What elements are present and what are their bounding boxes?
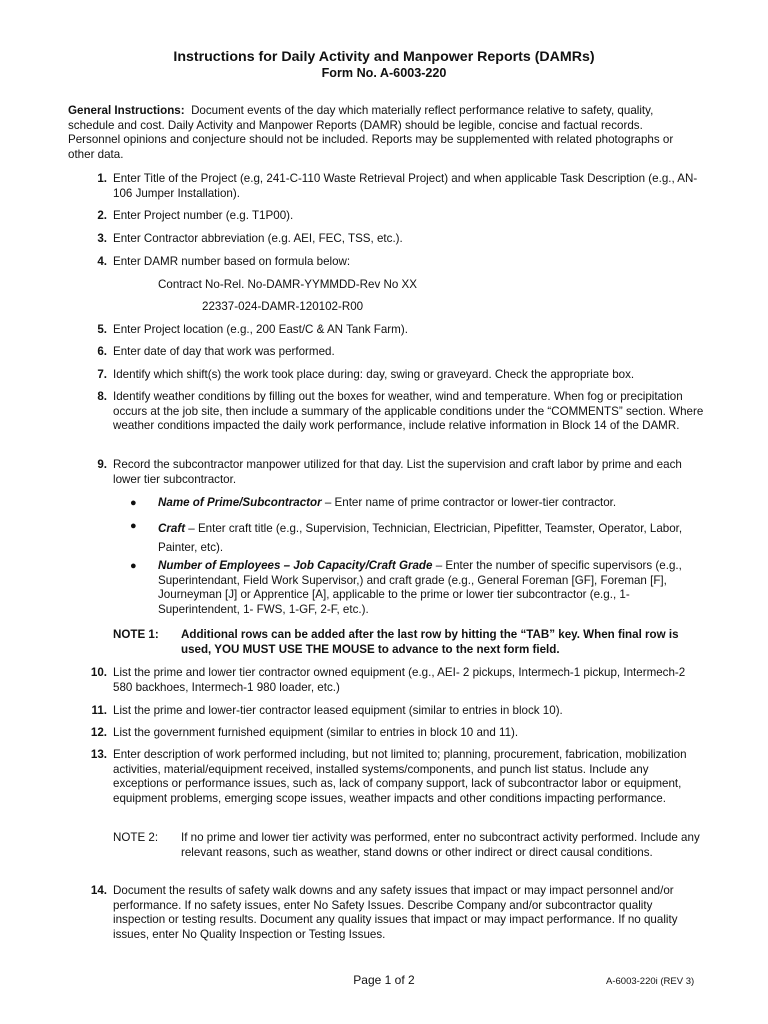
item-text: Enter Contractor abbreviation (e.g. AEI, FEC, TSS, etc.).: [113, 232, 403, 245]
bullet-icon: ●: [130, 560, 137, 572]
bullet-text: – Enter craft title (e.g., Supervision, Technician, Electrician, Pipefitter, Teamster, Operator, Labor, Painter, etc).: [158, 522, 683, 554]
item-text: Enter description of work performed including, but not limited to; planning, procurement, fabrication, mobilization activities, material/equipment received, installed systems/components, and punch list status. Include any exceptions or performance issues, such as, lack of company support, lack of subcontractor labor or equipment, equipment problems, emerging scope issues, weather impacts and other conditions impacting performance.: [113, 748, 687, 805]
item-number: 11.: [91, 704, 107, 717]
note-label: NOTE 1:: [113, 628, 159, 641]
item-text: Identify which shift(s) the work took place during: day, swing or graveyard. Check the appropriate box.: [113, 368, 635, 381]
item-text: List the prime and lower-tier contractor leased equipment (similar to entries in block 10).: [113, 704, 563, 717]
bullet-icon: ●: [130, 520, 137, 532]
document-title: Instructions for Daily Activity and Manpower Reports (DAMRs): [173, 49, 595, 65]
damr-formula: Contract No-Rel. No-DAMR-YYMMDD-Rev No XX: [158, 278, 417, 291]
note-text: If no prime and lower tier activity was performed, enter no subcontract activity performed. Include any relevant reasons, such as weather, stand downs or other indirect or direct causal conditions.: [181, 831, 700, 859]
item-number: 4.: [97, 255, 107, 268]
item-text: Document the results of safety walk downs and any safety issues that impact or may impact personnel and/or performance. If no safety issues, enter No Safety Issues. Describe Company and/or subcontractor quality inspection or testing results. Document any quality issues that impact or may impact performance. If no quality issues, enter No Quality Inspection or Testing Issues.: [113, 884, 678, 941]
form-number: Form No. A-6003-220: [321, 66, 447, 80]
bullet-text: – Enter the number of specific supervisors (e.g., Superintendant, Field Work Supervisor,) and craft grade (e.g., General Foreman [GF], Foreman [F], Journeyman [J] or Apprentice [A], applicable to the prime or lower tier subcontractor (e.g., 1-Superintendent, 1- FWS, 1-GF, 2-F, etc.).: [158, 559, 682, 616]
item-number: 12.: [90, 726, 107, 739]
page-number: Page 1 of 2: [353, 973, 415, 987]
item-number: 10.: [90, 666, 107, 679]
item-number: 3.: [97, 232, 107, 245]
item-number: 13.: [90, 748, 107, 761]
note-text: Additional rows can be added after the last row by hitting the “TAB” key. When final row is used, YOU MUST USE THE MOUSE to advance to the next form field.: [181, 628, 679, 656]
item-text: Enter Project location (e.g., 200 East/C & AN Tank Farm).: [113, 323, 408, 336]
form-revision-code: A-6003-220i (REV 3): [606, 976, 695, 987]
item-number: 1.: [97, 172, 107, 185]
general-instructions: [68, 104, 698, 162]
general-instructions-label: General Instructions:: [68, 104, 185, 117]
item-text: Record the subcontractor manpower utilized for that day. List the supervision and craft labor by prime and each lower tier subcontractor.: [113, 458, 682, 486]
item-text: Enter Project number (e.g. T1P00).: [113, 209, 294, 222]
item-text: Identify weather conditions by filling out the boxes for weather, wind and temperature. When fog or precipitation occurs at the job site, then include a summary of the applicable conditions under the “COMMENTS” section. Where weather conditions impacted the daily work performance, include relative information in Block 14 of the DAMR.: [113, 390, 704, 433]
item-text: List the prime and lower tier contractor owned equipment (e.g., AEI- 2 pickups, Intermech-1 pickup, Intermech-2 580 backhoes, Intermech-1 980 loader, etc.): [113, 666, 686, 694]
bullet-text: – Enter name of prime contractor or lower-tier contractor.: [321, 496, 617, 509]
item-number: 6.: [97, 345, 107, 358]
damr-formula-example: 22337-024-DAMR-120102-R00: [202, 300, 364, 313]
item-number: 14.: [90, 884, 107, 897]
item-text: Enter Title of the Project (e.g, 241-C-110 Waste Retrieval Project) and when applicable Task Description (e.g., AN-106 Jumper Installation).: [113, 172, 698, 200]
item-number: 2.: [97, 209, 107, 222]
item-text: Enter DAMR number based on formula below:: [113, 255, 351, 268]
bullet-label: Number of Employees – Job Capacity/Craft Grade: [158, 559, 433, 572]
bullet-label: Craft: [158, 522, 186, 535]
item-number: 5.: [97, 323, 107, 336]
general-instructions-text: Document events of the day which materially reflect performance relative to safety, quality, schedule and cost. Daily Activity and Manpower Reports (DAMR) should be legible, concise and factual records. Personnel opinions and conjecture should not be included. Reports may be supplemented with related photographs or other data.: [68, 104, 674, 161]
item-number: 9.: [97, 458, 107, 471]
item-text: Enter date of day that work was performed.: [113, 345, 335, 358]
bullet-icon: ●: [130, 497, 137, 509]
item-number: 7.: [97, 368, 107, 381]
item-text: List the government furnished equipment (similar to entries in block 10 and 11).: [113, 726, 519, 739]
bullet-label: Name of Prime/Subcontractor: [158, 496, 322, 509]
note-label: NOTE 2:: [113, 831, 159, 844]
item-number: 8.: [97, 390, 107, 403]
